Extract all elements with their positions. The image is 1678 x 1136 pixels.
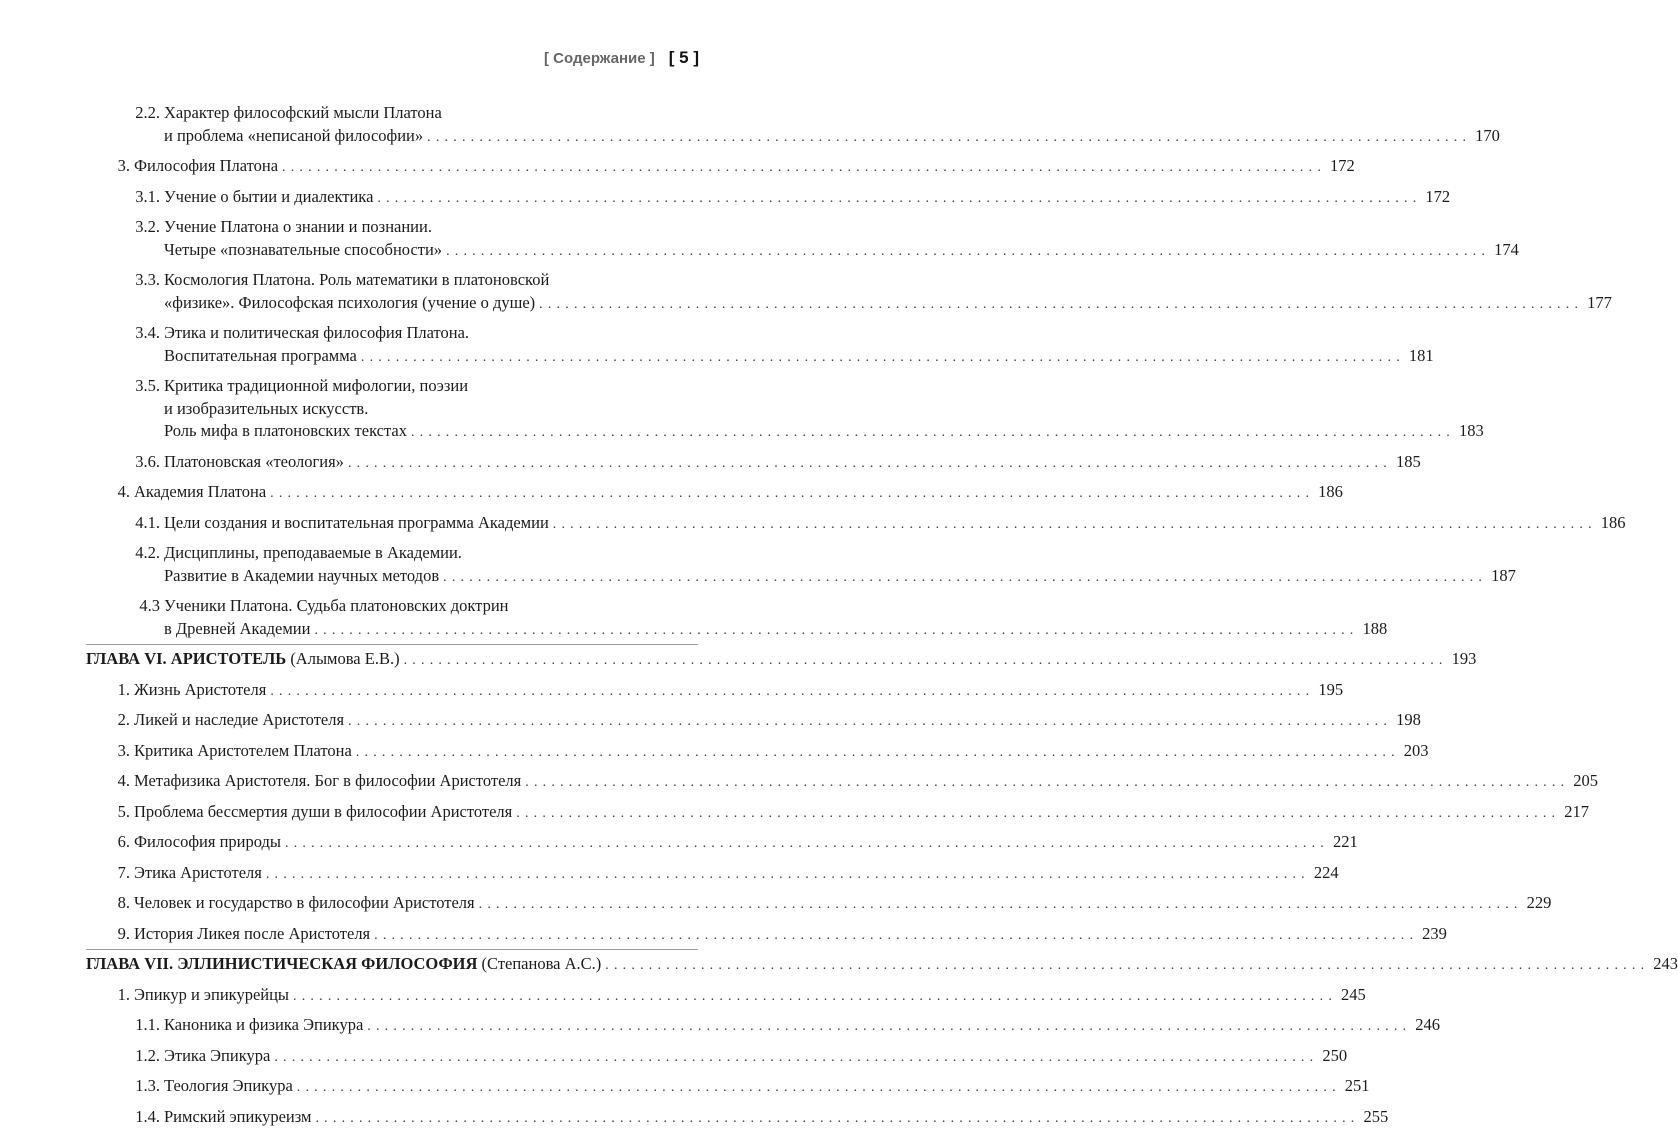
toc-page-number: 170 <box>1475 125 1500 145</box>
toc-entry-number: 3.3. <box>135 270 160 289</box>
toc-entry-text: Философия природы <box>134 832 281 851</box>
dot-leader: ........................................................................................................................ <box>355 744 1400 760</box>
toc-page-number: 251 <box>1344 1076 1370 1095</box>
toc-entry[interactable] <box>86 375 1484 445</box>
toc-entry-text: Проблема бессмертия души в философии Аристотеля <box>134 801 513 821</box>
toc-entry-number: 1.1. <box>135 1015 160 1034</box>
toc-entry-text: Этика Эпикура <box>164 1045 271 1065</box>
toc-entry-text <box>86 953 601 976</box>
toc-entry-number: 3.5. <box>135 376 160 395</box>
toc-entry-number: 1.3. <box>135 1076 160 1095</box>
toc-page-number: 193 <box>1451 649 1477 668</box>
toc-page-number: 195 <box>1318 679 1344 699</box>
toc-entry[interactable] <box>86 892 1552 917</box>
toc-page-number: 172 <box>1330 156 1355 175</box>
toc-entry-text: «физике». Философская психология (учение о душе) <box>164 292 536 312</box>
dot-leader: ........................................................................................................................ <box>265 866 1310 882</box>
toc-page-number: 245 <box>1341 984 1366 1004</box>
toc-entry-text: Учение Платона о знании и познании. <box>164 217 432 236</box>
toc-entry-number: 4.1. <box>135 512 160 532</box>
toc-entry-number: 1.4. <box>135 1106 160 1126</box>
toc-entry-number: 6. <box>117 832 130 851</box>
toc-entry[interactable] <box>86 481 1343 506</box>
dot-leader: ........................................................................................................................ <box>525 775 1570 790</box>
toc-entry[interactable] <box>86 155 1355 180</box>
toc-entry-text: Этика Аристотеля <box>134 862 262 882</box>
toc-entry[interactable] <box>86 451 1421 476</box>
toc-page-number: 185 <box>1395 451 1421 471</box>
dot-leader: ........................................................................................................................ <box>314 622 1359 638</box>
toc-page-number: 217 <box>1564 801 1589 821</box>
table-of-contents <box>86 102 1678 1136</box>
toc-page-number: 203 <box>1403 740 1429 760</box>
toc-entry-text: Теология Эпикура <box>164 1076 293 1095</box>
toc-entry-text: Академия Платона <box>134 482 267 501</box>
toc-entry-number: 3.6. <box>135 451 160 471</box>
toc-entry-text: Космология Платона. Роль математики в платоновской <box>164 270 550 289</box>
section-title: [ Содержание ] <box>544 50 655 67</box>
toc-entry[interactable] <box>86 831 1358 856</box>
toc-entry-text: Эпикур и эпикурейцы <box>134 984 290 1004</box>
toc-entry-text: и проблема «неписаной философии» <box>164 125 424 145</box>
toc-entry-text: Цели создания и воспитательная программа Академии <box>164 512 549 532</box>
dot-leader: ........................................................................................................................ <box>377 190 1422 206</box>
toc-entry[interactable] <box>86 186 1451 211</box>
dot-leader: ........................................................................................................................ <box>539 296 1584 312</box>
toc-entry-number: 4.2. <box>135 543 160 562</box>
toc-entry[interactable] <box>86 322 1434 369</box>
toc-entry-text: Человек и государство в философии Аристотеля <box>134 893 475 912</box>
toc-entry-number: 4. <box>117 482 130 501</box>
dot-leader: ........................................................................................................................ <box>347 455 1392 471</box>
toc-entry-text: Платоновская «теология» <box>164 451 344 471</box>
toc-page-number: 239 <box>1422 923 1447 943</box>
toc-page-number: 183 <box>1458 421 1484 440</box>
toc-chapter[interactable] <box>86 953 1678 978</box>
toc-entry-number: 3. <box>117 740 130 760</box>
toc-entry[interactable] <box>86 984 1366 1009</box>
dot-leader: ........................................................................................................................ <box>427 129 1472 145</box>
toc-entry-text: Четыре «познавательные способности» <box>164 239 443 259</box>
toc-entry-number: 1. <box>117 679 130 699</box>
dot-leader: ........................................................................................................................ <box>348 714 1393 729</box>
toc-entry-number: 4.3 <box>139 596 160 615</box>
chapter-author: (Алымова Е.В.) <box>286 649 400 668</box>
toc-entry[interactable] <box>86 269 1612 316</box>
toc-entry-number: 1. <box>117 984 130 1004</box>
toc-entry-text: Роль мифа в платоновских текстах <box>164 421 407 440</box>
dot-leader: ........................................................................................................................ <box>293 988 1338 1004</box>
toc-entry-number: 3.1. <box>135 186 160 206</box>
toc-entry-number: 1.2. <box>135 1045 160 1065</box>
toc-entry[interactable] <box>86 1014 1441 1039</box>
toc-entry-text: в Древней Академии <box>164 618 311 638</box>
toc-page-number: 229 <box>1526 893 1552 912</box>
dot-leader: ........................................................................................................................ <box>315 1110 1360 1126</box>
dot-leader: ........................................................................................................................ <box>478 897 1523 912</box>
dot-leader: ........................................................................................................................ <box>270 486 1315 501</box>
dot-leader: ........................................................................................................................ <box>552 516 1597 532</box>
toc-entry-text: Критика традиционной мифологии, поэзии <box>164 376 469 395</box>
chapter-title: ГЛАВА VI. АРИСТОТЕЛЬ <box>86 649 287 668</box>
toc-entry-text: Ликей и наследие Аристотеля <box>134 710 345 729</box>
toc-entry[interactable] <box>86 923 1447 948</box>
toc-entry-text: Этика и политическая философия Платона. <box>164 323 470 342</box>
toc-entry-number: 4. <box>117 771 130 790</box>
toc-entry-number: 7. <box>117 862 130 882</box>
toc-page-number: 246 <box>1415 1015 1441 1034</box>
toc-entry-text: Жизнь Аристотеля <box>134 679 267 699</box>
toc-entry[interactable] <box>86 595 1388 642</box>
toc-page-number: 177 <box>1587 292 1612 312</box>
toc-entry[interactable] <box>86 102 1500 149</box>
toc-page-number: 172 <box>1425 186 1451 206</box>
toc-entry[interactable] <box>86 679 1344 704</box>
toc-entry[interactable] <box>86 862 1339 887</box>
toc-entry-number: 3.4. <box>135 323 160 342</box>
toc-page-number: 255 <box>1363 1106 1389 1126</box>
dot-leader: ........................................................................................................................ <box>296 1080 1341 1095</box>
toc-page-number: 198 <box>1396 710 1421 729</box>
toc-page-number: 187 <box>1491 565 1516 585</box>
toc-entry-text: Ученики Платона. Судьба платоновских доктрин <box>164 596 509 615</box>
toc-entry-text: Метафизика Аристотеля. Бог в философии Аристотеля <box>134 771 522 790</box>
dot-leader: ........................................................................................................................ <box>410 425 1455 440</box>
toc-page-number: 221 <box>1333 832 1358 851</box>
toc-entry-number: 2.2. <box>135 103 160 122</box>
dot-leader: ........................................................................................................................ <box>285 836 1329 851</box>
toc-entry-text: Философия Платона <box>134 156 279 175</box>
toc-page-number: 186 <box>1600 512 1626 532</box>
chapter-title: ГЛАВА VII. ЭЛЛИНИСТИЧЕСКАЯ ФИЛОСОФИЯ <box>86 954 478 973</box>
dot-leader: ........................................................................................................................ <box>274 1049 1319 1065</box>
chapter-divider <box>86 949 698 950</box>
toc-page-number: 174 <box>1494 239 1519 259</box>
toc-page-number: 224 <box>1313 862 1339 882</box>
running-header <box>544 48 699 68</box>
chapter-author: (Степанова А.С.) <box>477 954 602 973</box>
toc-entry-text: Учение о бытии и диалектика <box>164 186 374 206</box>
toc-entry[interactable] <box>86 1045 1348 1070</box>
dot-leader: ........................................................................................................................ <box>443 569 1488 585</box>
toc-entry[interactable] <box>86 1075 1370 1100</box>
dot-leader: ........................................................................................................................ <box>403 653 1448 668</box>
toc-entry[interactable] <box>86 216 1519 263</box>
page-number: [ 5 ] <box>668 48 699 67</box>
toc-page-number: 243 <box>1653 954 1678 973</box>
toc-entry-text: Характер философский мысли Платона <box>164 103 442 122</box>
toc-entry-number: 8. <box>117 893 130 912</box>
toc-entry-text: История Ликея после Аристотеля <box>134 923 371 943</box>
toc-entry-text: и изобразительных искусств. <box>164 398 369 418</box>
toc-entry-number: 5. <box>117 801 130 821</box>
toc-entry[interactable] <box>86 512 1626 537</box>
toc-entry-number: 3.2. <box>135 217 160 236</box>
toc-page-number: 186 <box>1318 482 1343 501</box>
dot-leader: ........................................................................................................................ <box>360 349 1405 365</box>
toc-page-number: 188 <box>1362 618 1388 638</box>
toc-entry-text: Римский эпикуреизм <box>164 1106 312 1126</box>
toc-entry-text: Воспитательная программа <box>164 345 357 365</box>
toc-page-number: 181 <box>1408 345 1434 365</box>
toc-entry[interactable] <box>86 801 1589 826</box>
dot-leader: ........................................................................................................................ <box>374 927 1419 943</box>
dot-leader: ........................................................................................................................ <box>367 1019 1412 1034</box>
dot-leader: ........................................................................................................................ <box>446 243 1491 259</box>
toc-entry[interactable] <box>86 542 1516 589</box>
toc-entry-number: 9. <box>117 923 130 943</box>
toc-entry-text: Развитие в Академии научных методов <box>164 565 440 585</box>
toc-entry-number: 3. <box>117 156 130 175</box>
dot-leader: ........................................................................................................................ <box>516 805 1561 821</box>
toc-entry-text: Каноника и физика Эпикура <box>164 1015 364 1034</box>
toc-entry-text <box>86 648 400 671</box>
toc-entry-number: 2. <box>117 710 130 729</box>
chapter-divider <box>86 644 698 645</box>
toc-page-number: 205 <box>1573 771 1599 790</box>
toc-entry-text: Дисциплины, преподаваемые в Академии. <box>164 543 462 562</box>
toc-entry-text: Критика Аристотелем Платона <box>134 740 352 760</box>
toc-entry[interactable] <box>86 770 1599 795</box>
toc-entry[interactable] <box>86 1106 1389 1131</box>
dot-leader: ........................................................................................................................ <box>270 683 1315 699</box>
toc-entry[interactable] <box>86 740 1429 765</box>
toc-chapter[interactable] <box>86 648 1477 673</box>
dot-leader: ........................................................................................................................ <box>282 160 1327 175</box>
dot-leader: ........................................................................................................................ <box>605 958 1650 973</box>
toc-entry[interactable] <box>86 709 1421 734</box>
toc-page-number: 250 <box>1322 1045 1348 1065</box>
